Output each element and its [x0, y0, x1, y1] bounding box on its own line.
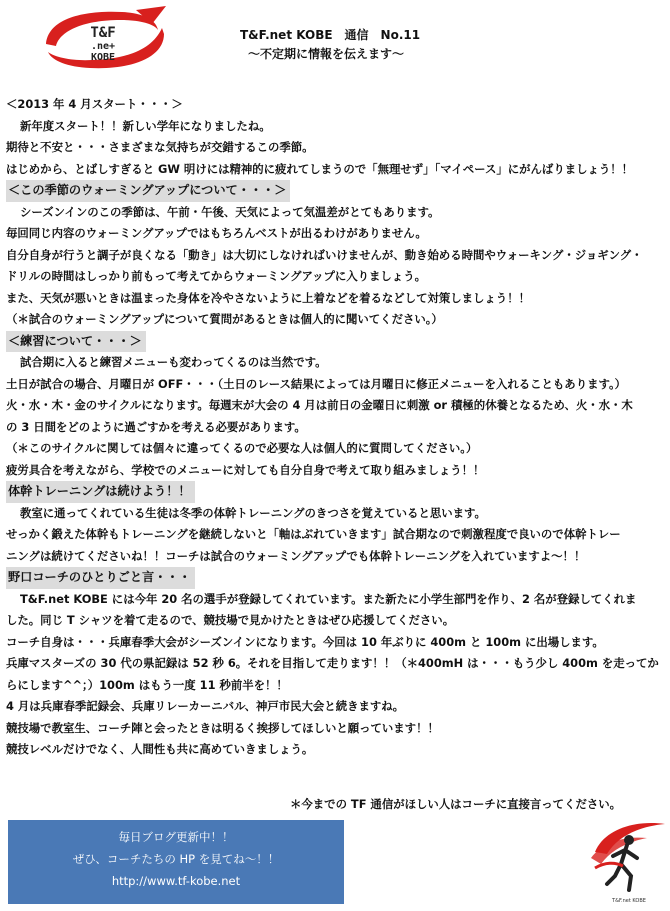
- section-heading-core-training: 体幹トレーニングは続けよう！！: [6, 481, 195, 503]
- runner-illustration: [585, 818, 667, 908]
- body-line: せっかく鍛えた体幹もトレーニングを継続しないと「軸はぶれていきます」試合期なので刺激程度で良いので体幹トレー: [6, 527, 621, 541]
- newsletter-title: T&F.net KOBE 通信 No.11: [240, 28, 421, 42]
- blog-promo-box: [8, 820, 344, 904]
- newsletter-header: [240, 26, 420, 64]
- newsletter-subtitle: ～不定期に情報を伝えます～: [248, 47, 405, 61]
- body-line: シーズンインのこの季節は、午前・午後、天気によって気温差がとてもあります。: [20, 204, 440, 219]
- body-line: 期待と不安と・・・さまざまな気持ちが交錯するこの季節。: [6, 140, 314, 154]
- body-line: ニングは続けてくださいね！！コーチは試合のウォーミングアップでも体幹トレーニングを入れていますよ～！！: [6, 548, 586, 563]
- body-line: 疲労具合を考えながら、学校でのメニューに対しても自分自身で考えて取り組みましょう！！: [6, 462, 485, 477]
- body-line: 試合期に入ると練習メニューも変わってくるのは当然です。: [20, 355, 327, 369]
- body-line: 4 月は兵庫春季記録会、兵庫リレーカーニバル、神戸市民大会と続きますね。: [6, 699, 405, 713]
- body-line: ドリルの時間はしっかり前もって考えてからウォーミングアップに入りましょう。: [6, 269, 426, 283]
- closing-note: ＊今までの TF 通信がほしい人はコーチに直接言ってください。: [290, 797, 622, 811]
- tf-net-kobe-logo: [40, 6, 170, 74]
- body-line: はじめから、とばしすぎると GW 明けには精神的に疲れてしまうので「無理せず」「マイペース」にがんばりましょう！！: [6, 161, 634, 176]
- section-heading-april-start: ＜2013 年 4 月スタート・・・＞: [6, 97, 183, 111]
- body-line: の 3 日間をどのように過ごすかを考える必要があります。: [6, 419, 306, 434]
- body-line: した。同じ T シャツを着て走るので、競技場で見かけたときはぜひ応援してください。: [6, 613, 455, 627]
- runner-caption: T&F.net KOBE: [612, 898, 646, 904]
- newsletter-body: [6, 94, 666, 761]
- body-line: 土日が試合の場合、月曜日が OFF・・・（土日のレース結果によっては月曜日に修正メニューを入れることもあります。）: [6, 376, 627, 391]
- body-line: 競技レベルだけでなく、人間性も共に高めていきましょう。: [6, 742, 314, 756]
- body-note: （＊試合のウォーミングアップについて質問があるときは個人的に聞いてください。）: [6, 312, 443, 326]
- blog-promo-line1: 毎日ブログ更新中！！: [118, 830, 234, 844]
- body-line: 競技場で教室生、コーチ陣と会ったときは明るく挨拶してほしいと願っています！！: [6, 720, 439, 735]
- logo-text-line2: .ne+: [90, 41, 116, 52]
- section-heading-coach-notes: 野口コーチのひとりごと言・・・: [6, 567, 195, 589]
- website-link[interactable]: http://www.tf-kobe.net: [111, 874, 241, 888]
- body-line: 兵庫マスターズの 30 代の県記録は 52 秒 6。それを目指して走ります！！（＊400mH は・・・もう少し 400m を走ってか: [6, 656, 659, 670]
- body-line: コーチ自身は・・・兵庫春季大会がシーズンインになります。今回は 10 年ぶりに 400m と 100m に出場します。: [6, 634, 604, 649]
- body-note: （＊このサイクルに関しては個々に違ってくるので必要な人は個人的に質問してください。）: [6, 441, 478, 455]
- body-line: 新年度スタート！！新しい学年になりましたね。: [20, 118, 271, 133]
- body-line: 教室に通ってくれている生徒は冬季の体幹トレーニングのきつさを覚えていると思います。: [20, 505, 486, 520]
- body-line: T&F.net KOBE には今年 20 名の選手が登録してくれています。また新たに小学生部門を作り、2 名が登録してくれま: [20, 591, 637, 606]
- body-line: 毎回同じ内容のウォーミングアップではもちろんベストが出るわけがありません。: [6, 226, 427, 240]
- body-line: また、天気が悪いときは温まった身体を冷やさないように上着などを着るなどして対策しましょう！！: [6, 290, 530, 305]
- logo-text-line3: KOBE: [90, 52, 116, 63]
- body-line: らにします^^；）100m はもう一度 11 秒前半を！！: [6, 677, 288, 692]
- body-line: 自分自身が行うと調子が良くなる「動き」は大切にしなければいけませんが、動き始める時間やウォーキング・ジョギング・: [6, 247, 643, 262]
- body-line: 火・水・木・金のサイクルになります。毎週末が大会の 4 月は前日の金曜日に刺激 or 積極的休養となるため、火・水・木: [6, 398, 633, 412]
- blog-promo-line2: ぜひ、コーチたちの HP を見てね～！！: [72, 852, 280, 866]
- section-heading-warmup: ＜この季節のウォーミングアップについて・・・＞: [6, 180, 290, 202]
- section-heading-practice: ＜練習について・・・＞: [6, 331, 146, 353]
- logo-text-line1: T&F: [90, 25, 116, 41]
